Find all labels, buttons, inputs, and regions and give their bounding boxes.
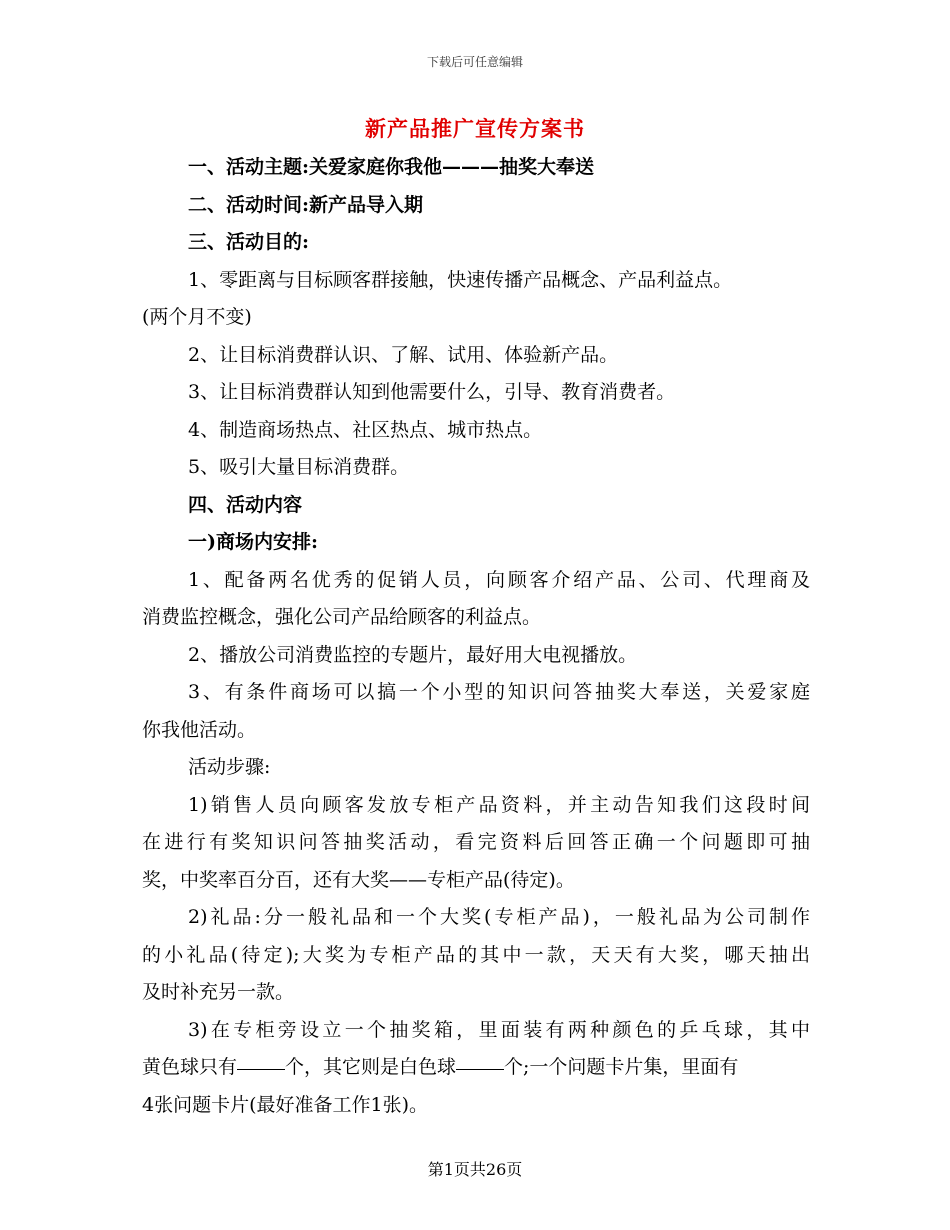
fill-in-blank-yellow bbox=[237, 1068, 285, 1070]
step-1: 1)销售人员向顾客发放专柜产品资料，并主动告知我们这段时间 bbox=[188, 793, 810, 816]
mall-item-2: 2、播放公司消费监控的专题片，最好用大电视播放。 bbox=[188, 643, 638, 666]
purpose-item-4: 4、制造商场热点、社区热点、城市热点。 bbox=[188, 418, 543, 441]
mall-item-3: 3、有条件商场可以搞一个小型的知识问答抽奖大奉送，关爱家庭 bbox=[188, 681, 810, 703]
heading-content: 四、活动内容 bbox=[188, 493, 303, 516]
step-2-cont-2: 及时补充另一款。 bbox=[142, 981, 295, 1003]
purpose-item-3: 3、让目标消费群认知到他需要什么，引导、教育消费者。 bbox=[188, 381, 676, 403]
purpose-item-1-cont: (两个月不变) bbox=[142, 306, 252, 328]
step-3-text-a: 黄色球只有 bbox=[142, 1056, 238, 1078]
fill-in-blank-white bbox=[456, 1068, 504, 1070]
heading-purpose: 三、活动目的: bbox=[188, 231, 310, 253]
header-note: 下载后可任意编辑 bbox=[426, 55, 523, 69]
heading-theme: 一、活动主题:关爱家庭你我他———抽奖大奉送 bbox=[188, 156, 595, 178]
step-2: 2)礼品:分一般礼品和一个大奖(专柜产品)，一般礼品为公司制作 bbox=[188, 906, 810, 928]
steps-heading: 活动步骤: bbox=[188, 756, 271, 778]
document-title: 新产品推广宣传方案书 bbox=[365, 116, 585, 141]
step-3-cont-1 bbox=[142, 1049, 810, 1087]
mall-item-1-cont: 消费监控概念，强化公司产品给顾客的利益点。 bbox=[142, 606, 542, 628]
step-2-cont-1: 的小礼品(待定);大奖为专柜产品的其中一款，天天有大奖，哪天抽出 bbox=[142, 943, 810, 966]
mall-item-3-cont: 你我他活动。 bbox=[142, 718, 257, 741]
heading-mall-arrangement: 一)商场内安排: bbox=[188, 531, 319, 553]
step-3-cont-2: 4张问题卡片(最好准备工作1张)。 bbox=[142, 1093, 429, 1116]
mall-item-1: 1、配备两名优秀的促销人员，向顾客介绍产品、公司、代理商及 bbox=[188, 568, 810, 591]
step-1-cont-1: 在进行有奖知识问答抽奖活动，看完资料后回答正确一个问题即可抽 bbox=[142, 831, 810, 853]
purpose-item-2: 2、让目标消费群认识、了解、试用、体验新产品。 bbox=[188, 343, 619, 366]
purpose-item-1: 1、零距离与目标顾客群接触，快速传播产品概念、产品利益点。 bbox=[188, 268, 733, 291]
step-3-text-b: 个，其它则是白色球 bbox=[285, 1056, 457, 1078]
step-3-text-c: 个;一个问题卡片集，里面有 bbox=[504, 1056, 739, 1078]
heading-time: 二、活动时间:新产品导入期 bbox=[188, 193, 424, 216]
page-number-footer: 第1页共26页 bbox=[427, 1160, 523, 1179]
purpose-item-5: 5、吸引大量目标消费群。 bbox=[188, 456, 410, 478]
step-3: 3)在专柜旁设立一个抽奖箱，里面装有两种颜色的乒乓球，其中 bbox=[188, 1018, 810, 1041]
step-1-cont-2: 奖，中奖率百分百，还有大奖——专柜产品(待定)。 bbox=[142, 868, 575, 891]
document-body bbox=[142, 149, 810, 1124]
